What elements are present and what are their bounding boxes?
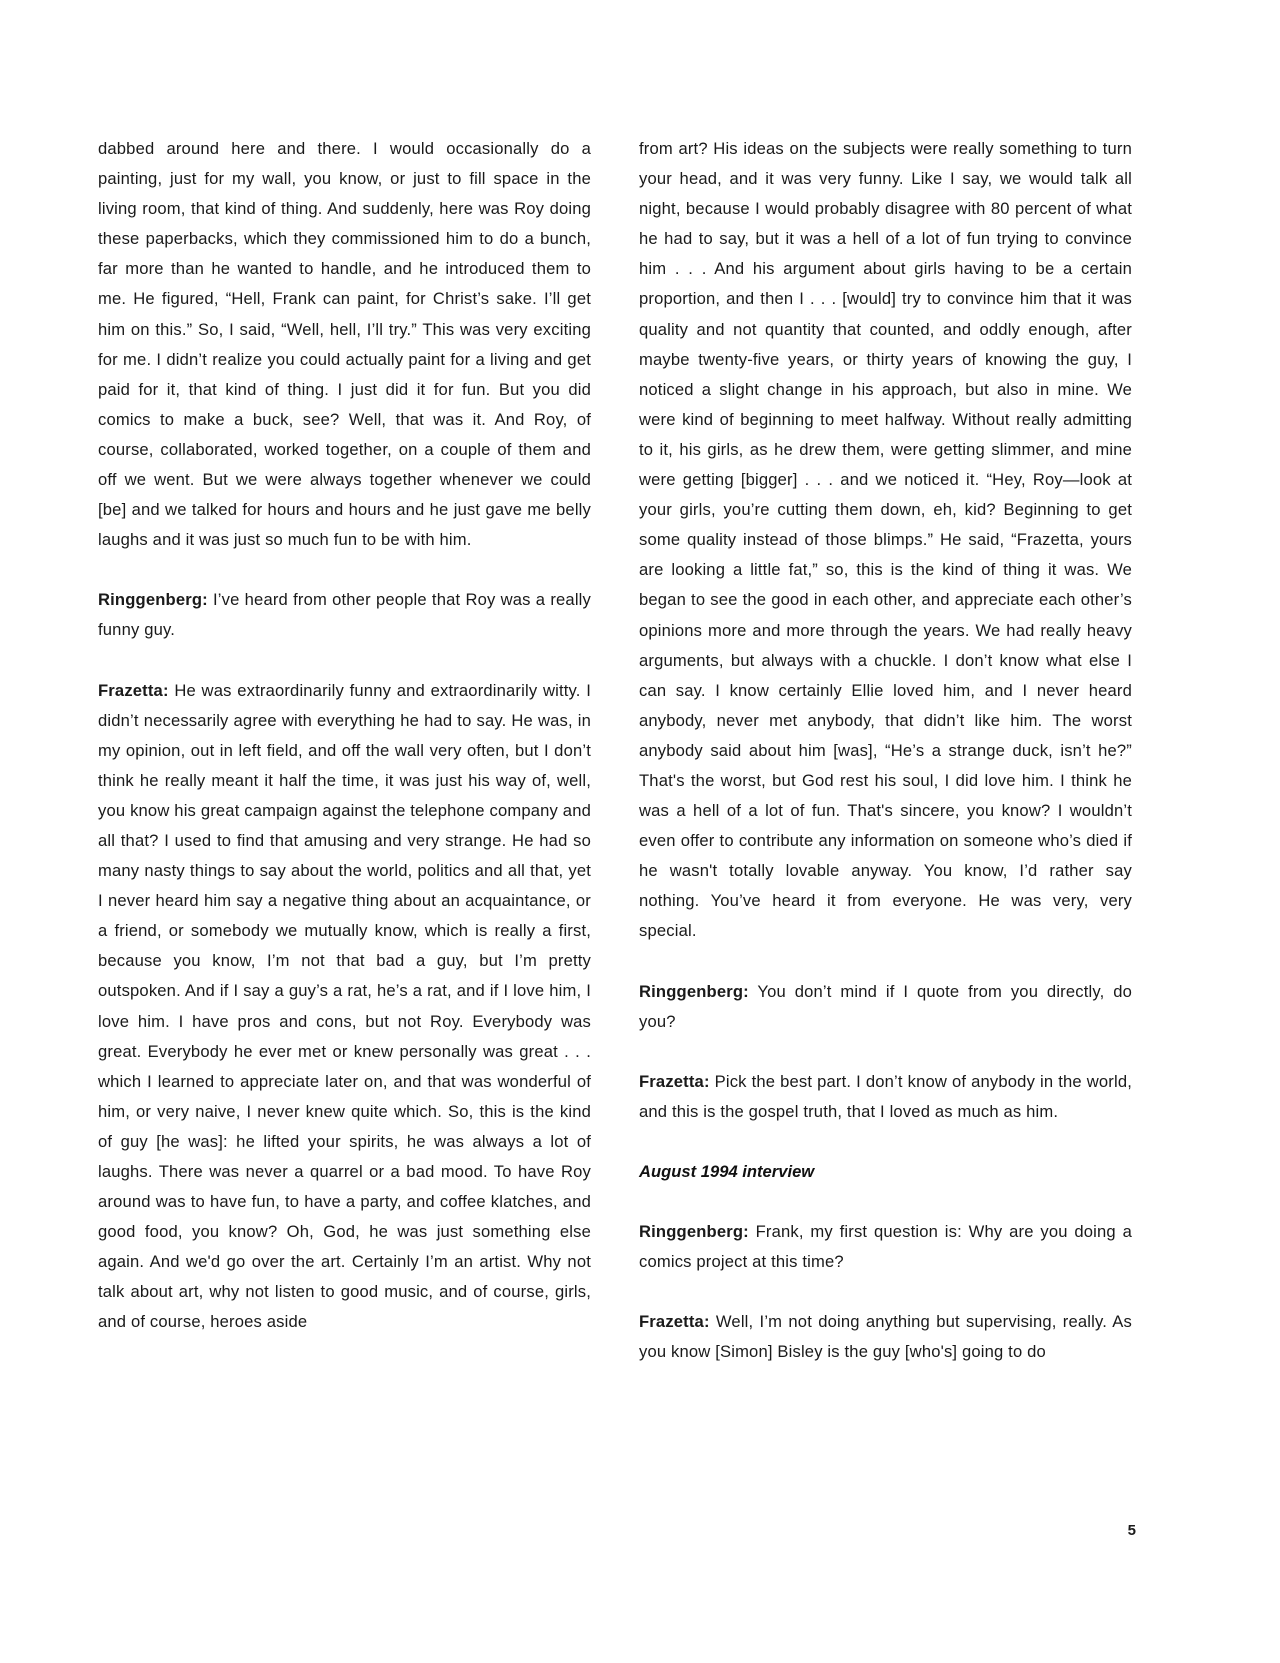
speaker-label: Frazetta: xyxy=(639,1071,710,1091)
dialogue-paragraph: Ringgenberg: Frank, my first question is: Why are you doing a comics project at this time? xyxy=(639,1222,1132,1272)
left-column xyxy=(98,134,591,1338)
dialogue-paragraph: Frazetta: Well, I’m not doing anything but supervising, really. As you know [Simon] Bisley is the guy [who's] going to do xyxy=(639,1312,1132,1362)
body-paragraph: from art? His ideas on the subjects were really something to turn your head, and it was very funny. Like I say, we would talk all night, because I would probably disagree with 80 percent of what he had to say, but it was a hell of a lot of fun trying to convince him . . . And his argument about girls having to be a certain proportion, and then I . . . [would] try to convince him that it was quality and not quantity that counted, and oddly enough, after maybe twenty-five years, or thirty years of knowing the guy, I noticed a slight change in his approach, but also in mine. We were kind of beginning to meet halfway. Without really admitting to it, his girls, as he drew them, were getting slimmer, and mine were getting [bigger] . . . and we noticed it. “Hey, Roy—look at your girls, you’re cutting them down, eh, kid? Beginning to get some quality instead of those blimps.” He said, “Frazetta, yours are looking a little fat,” so, this is the kind of thing it was. We began to see the good in each other, and appreciate each other’s opinions more and more through the years. We had really heavy arguments, but always with a chuckle. I don’t know what else I can say. I know certainly Ellie loved him, and I never heard anybody, never met anybody, that didn’t like him. The worst anybody said about him [was], “He’s a strange duck, isn’t he?” That's the worst, but God rest his soul, I did love him. I think he was a hell of a lot of fun. That's sincere, you know? I wouldn’t even offer to contribute any information on someone who’s died if he wasn't totally lovable anyway. You know, I’d rather say nothing. You’ve heard it from everyone. He was very, very special. xyxy=(639,139,1132,941)
dialogue-paragraph: Ringgenberg: You don’t mind if I quote from you directly, do you? xyxy=(639,981,1132,1031)
dialogue-paragraph: Frazetta: He was extraordinarily funny and extraordinarily witty. I didn’t necessarily agree with everything he had to say. He was, in my opinion, out in left field, and off the wall very often, but I don’t think he really meant it half the time, it was just his way of, well, you know his great campaign against the telephone company and all that? I used to find that amusing and very strange. He had so many nasty things to say about the world, politics and all that, yet I never heard him say a negative thing about an acquaintance, or a friend, or somebody we mutually know, which is really a first, because you know, I’m not that bad a guy, but I’m pretty outspoken. And if I say a guy’s a rat, he’s a rat, and if I love him, I love him. I have pros and cons, but not Roy. Everybody was great. Everybody he ever met or knew personally was great . . . which I learned to appreciate later on, and that was wonderful of him, or very naive, I never knew quite which. So, this is the kind of guy [he was]: he lifted your spirits, he was always a lot of laughs. There was never a quarrel or a bad mood. To have Roy around was to have fun, to have a party, and coffee klatches, and good food, you know? Oh, God, he was just something else again. And we'd go over the art. Certainly I’m an artist. Why not talk about art, why not listen to good music, and of course, girls, and of course, heroes aside xyxy=(98,680,591,1332)
body-paragraph: dabbed around here and there. I would occasionally do a painting, just for my wall, you know, or just to fill space in the living room, that kind of thing. And suddenly, here was Roy doing these paperbacks, which they commissioned him to do a bunch, far more than he wanted to handle, and he introduced them to me. He figured, “Hell, Frank can paint, for Christ’s sake. I’ll get him on this.” So, I said, “Well, hell, I’ll try.” This was very exciting for me. I didn’t realize you could actually paint for a living and get paid for it, that kind of thing. I just did it for fun. But you did comics to make a buck, see? Well, that was it. And Roy, of course, collaborated, worked together, on a couple of them and off we went. But we were always together whenever we could [be] and we talked for hours and hours and he just gave me belly laughs and it was just so much fun to be with him. xyxy=(98,139,591,550)
speaker-label: Ringgenberg: xyxy=(639,1222,749,1241)
speaker-label: Frazetta: xyxy=(98,680,169,700)
section-heading: August 1994 interview xyxy=(639,1161,815,1181)
two-column-text-body xyxy=(98,134,1132,1367)
speaker-label: Ringgenberg: xyxy=(639,981,749,1001)
dialogue-paragraph: Ringgenberg: I’ve heard from other people that Roy was a really funny guy. xyxy=(98,590,591,640)
speaker-label: Ringgenberg: xyxy=(98,590,208,610)
speaker-label: Frazetta: xyxy=(639,1312,710,1332)
page-number: 5 xyxy=(1127,1522,1136,1539)
right-column xyxy=(639,134,1132,1367)
dialogue-paragraph: Frazetta: Pick the best part. I don’t know of anybody in the world, and this is the gospel truth, that I loved as much as him. xyxy=(639,1071,1132,1121)
